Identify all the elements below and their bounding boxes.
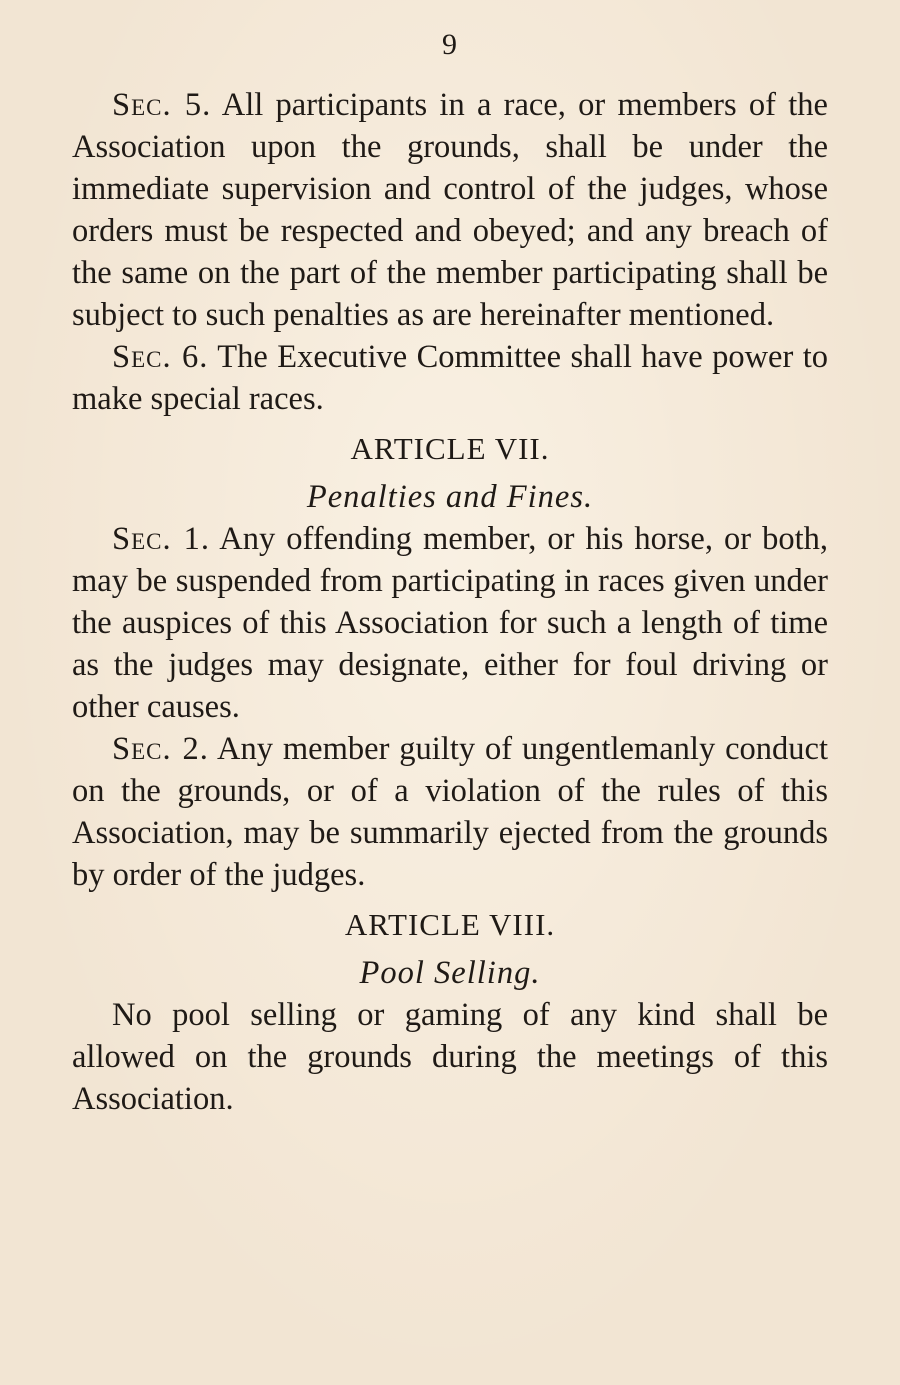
section-text: Any member guilty of ungentlemanly conduct on the grounds, or of a violation of the rules of this Association, may be summarily ejected from the grounds by order of the judges. [72,731,828,893]
art7-sec-1-paragraph [72,518,828,728]
article-8-heading: ARTICLE VIII. [344,907,556,942]
section-text: All participants in a race, or members of the Association upon the grounds, shall be under the immediate supervision and control of the judges, whose orders must be respected and obeyed; and any breach of the same on the part of the member participating shall be subject to such penalties as are hereinafter mentioned. [72,87,828,333]
section-label: Sec. 5. [112,87,212,123]
page-number: 9 [442,28,458,61]
art7-sec-2-paragraph [72,728,828,896]
section-label: Sec. 1. [112,521,210,557]
section-label: Sec. 6. [112,339,209,375]
article-8-subtitle: Pool Selling. [359,955,541,991]
page-body [72,84,828,1120]
section-text: The Executive Committee shall have power to make special races. [72,339,828,417]
article-7-subtitle: Penalties and Fines. [306,479,594,515]
section-text: Any offending member, or his horse, or both, may be suspended from participating in races given under the auspices of this Association for such a length of time as the judges may designate, either for foul driving or other causes. [72,521,828,725]
section-label: Sec. 2. [112,731,209,767]
section-text: No pool selling or gaming of any kind shall be allowed on the grounds during the meetings of this Association. [72,997,828,1117]
sec-5-paragraph [72,84,828,336]
art8-paragraph [72,994,828,1120]
sec-6-paragraph [72,336,828,420]
article-7-heading: ARTICLE VII. [350,431,550,466]
